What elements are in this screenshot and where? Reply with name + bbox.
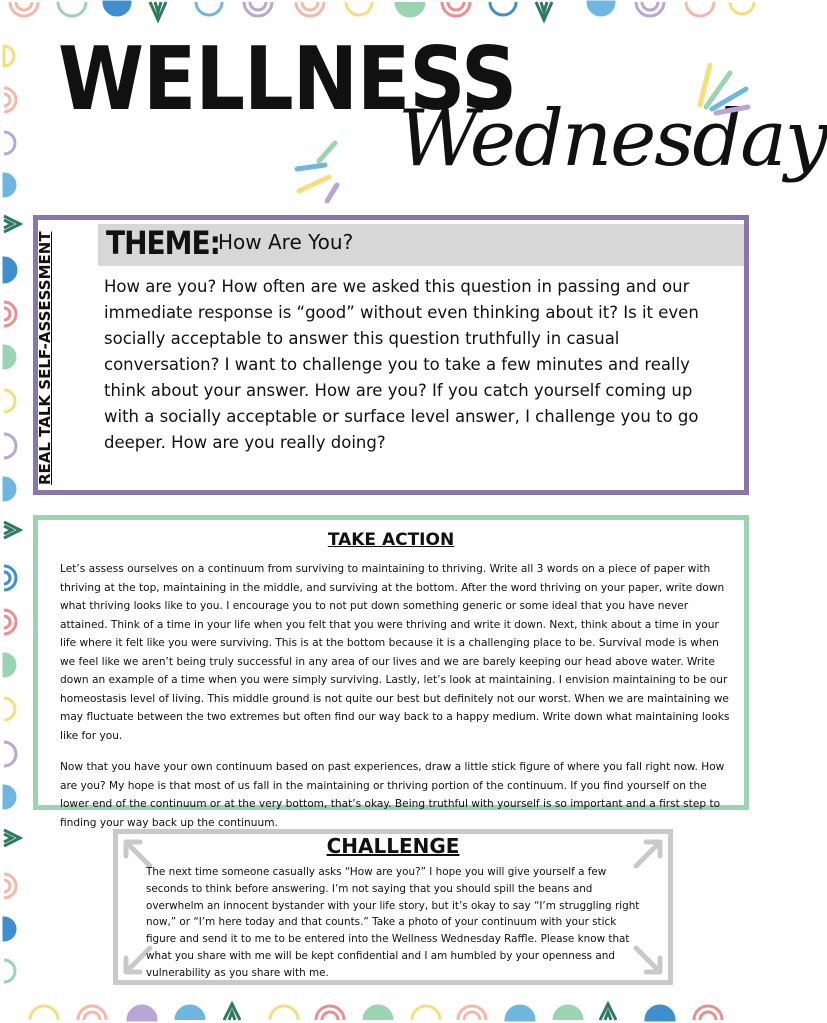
top-decorative-border <box>0 0 755 30</box>
theme-section <box>33 215 749 495</box>
take-action-paragraph-2: Now that you have your own continuum based on past experiences, draw a little stick figure of where you fall right now. How are you? My hope is that most of us fall in the maintaining or thriving portion of the continuum. If you find yourself on the lower end of the continuum or at the very bottom, that’s okay. Being truthful with yourself is so important and a first step to finding your way back up the continuum. <box>60 761 725 829</box>
theme-body-text: How are you? How often are we asked this question in passing and our immediate response is “good” without even thinking about it? Is it even socially acceptable to answer this question truthfully in casual conversation? I want to challenge you to take a few minutes and really think about your answer. How are you? If you catch yourself coming up with a socially acceptable or surface level answer, I challenge you to go deeper. How are you really doing? <box>104 277 699 452</box>
side-label: REAL TALK SELF-ASSESSMENT <box>36 231 54 485</box>
theme-label: THEME: <box>106 224 220 262</box>
take-action-paragraph-1: Let’s assess ourselves on a continuum from surviving to maintaining to thriving. Write all 3 words on a piece of paper with thriving at the top, maintaining in the middle, and surviving at the bottom. After the word thriving on your paper, write down what thriving looks like to you. I encourage you to not put down something generic or some ideal that you have never attained. Think of a time in your life when you felt that you were thriving and write it down. Next, think about a time in your life where it felt like you were surviving. This is at the bottom because it is a challenging place to be. Survival mode is when we feel like we aren’t being truly successful in any area of our lives and we are barely keeping our head above water. Write down an example of a time when you were simply surviving. Lastly, let’s look at maintaining. I envision maintaining to be our homeostasis level of living. This middle ground is not quite our best but definitely not our worst. When we are maintaining we may fluctuate between the two extremes but often find our way back to a happy medium. Write down what maintaining looks like for you. <box>60 563 730 742</box>
take-action-heading: TAKE ACTION <box>327 530 455 550</box>
bottom-decorative-border <box>0 992 755 1022</box>
take-action-section <box>33 515 749 829</box>
challenge-body: The next time someone casually asks “How are you?” I hope you will give yourself a few seconds to think before answering. I’m not saying that you should spill the beans and overwhelm an innocent bystander with your life story, but it’s okay to say “I’m struggling right now,” or “I’m here today and that counts.” Take a photo of your continuum with your stick figure and send it to me to be entered into the Wellness Wednesday Raffle. Please know that what you share with me will be kept confidential and I am humbled by your openness and vulnerability as you share with me. <box>146 866 640 979</box>
left-decorative-border <box>0 40 28 990</box>
challenge-heading: CHALLENGE <box>326 834 460 858</box>
right-burst-decoration <box>690 55 750 115</box>
title-wellness: WELLNESS <box>58 29 517 131</box>
left-burst-decoration <box>285 135 345 205</box>
theme-value: How Are You? <box>218 230 354 254</box>
challenge-section <box>113 829 673 985</box>
title-wednesday: Wednesday <box>398 94 827 184</box>
take-action-body <box>60 560 732 845</box>
